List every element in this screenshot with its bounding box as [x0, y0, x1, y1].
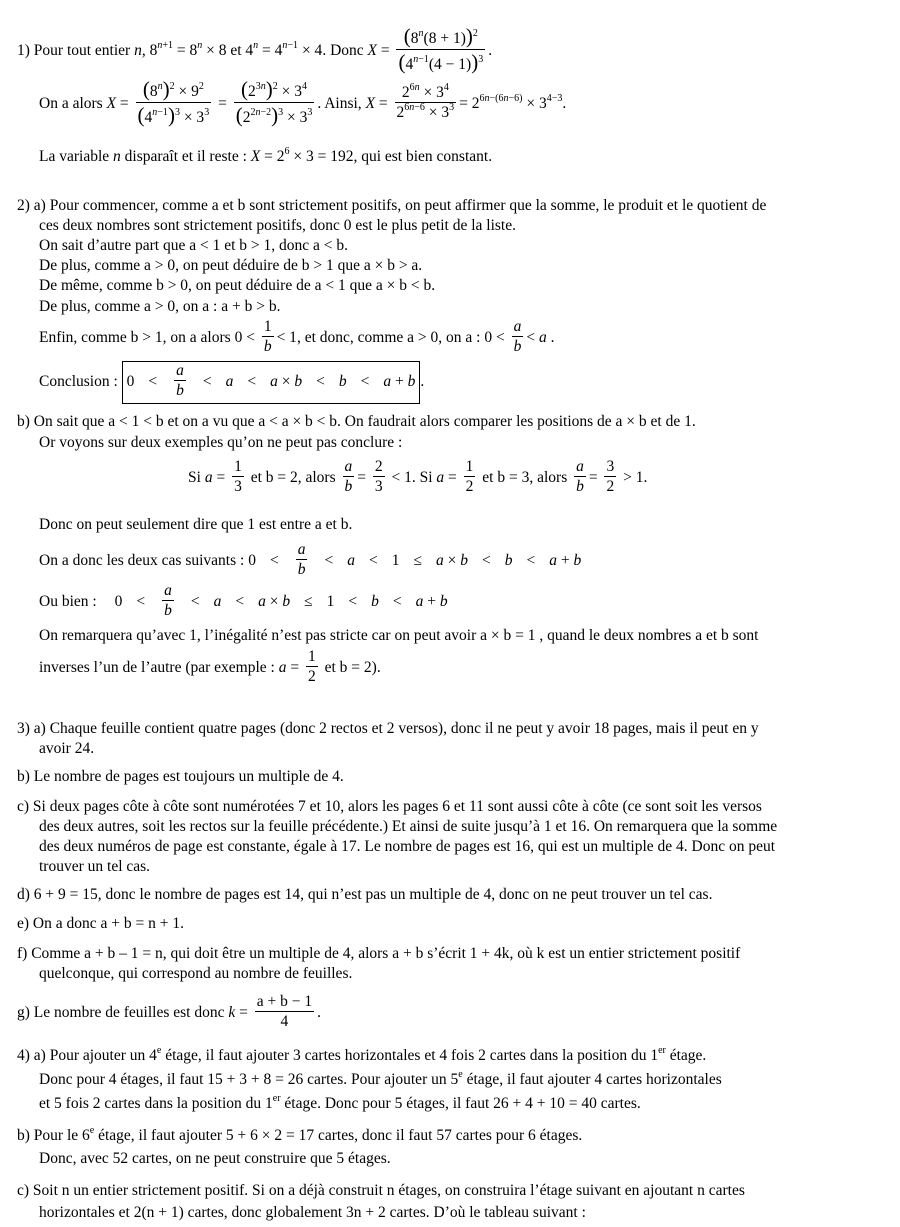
q3e-line: e) On a donc a + b = n + 1. [17, 915, 184, 932]
q2a-line-6: De plus, comme a > 0, on a : a + b > b. [39, 298, 281, 315]
q1-X-fraction: $\frac{(8^n(8 + 1))^2}{(4^{n-1}(4 - 1))^3}$ [398, 24, 484, 75]
q2b-case-2: Ou bien : 0 < $\frac{a}{b}$ < a < a × b ≤ 1 < b < a + b [39, 582, 448, 620]
q2a-line-5: De même, comme b > 0, on peut déduire de a < 1 que a × b < b. [39, 277, 436, 294]
q3c-line-2: des deux autres, soit les rectos sur la feuille précédente.) Et ainsi de suite jusqu’à 1 et 16. On remarquera que la somme [39, 818, 778, 835]
q1-line-1: 1) Pour tout entier n, $8^{n+1} = 8^n \times 8$ et $4^n = 4^{n-1} \times 4$. Donc X = $\frac{(8^n(8 + 1))^2}{(4^{n-1}(4 - 1))^3}$ . [17, 24, 493, 75]
q3f-line-2: quelconque, qui correspond au nombre de feuilles. [39, 965, 353, 982]
q2b-examples: Si a = $\frac{1}{3}$ et b = 2, alors $\frac{a}{b}$ = $\frac{2}{3}$ < 1. Si a = $\frac{1}{2}$ et b = 3, alors $\frac{a}{b}$ = $\frac{3}{2}$ > 1. [188, 458, 648, 496]
conclusion-box: 0 < $\frac{a}{b}$ < a < a × b < b < a + b [122, 361, 421, 404]
q3c-line-4: trouver un tel cas. [39, 858, 151, 875]
q4c-line-1: c) Soit n un entier strictement positif. Si on a déjà construit n étages, on construira l’étage suivant en ajoutant n cartes [17, 1182, 745, 1199]
q2a-line-7: Enfin, comme b > 1, on a alors 0 < $\frac{1}{b}$ < 1, et donc, comme a > 0, on a : 0 < $\frac{a}{b}$ < a . [39, 318, 555, 356]
q4b-line-2: Donc, avec 52 cartes, on ne peut construire que 5 étages. [39, 1150, 391, 1167]
q3c-line-3: des deux numéros de page est constante, égale à 17. Le nombre de pages est 16, qui est un multiple de 4. Donc on peut [39, 838, 776, 855]
q1-frac-c: $\frac{2^{6n} \times 3^4}{2^{6n-6} \times 3^3}$ [396, 82, 455, 122]
q1-frac-a: $\frac{(8^n)^2 \times 9^2}{(4^{n-1})^3 \times 3^3}$ [137, 77, 210, 128]
q4a-line-1: 4) a) Pour ajouter un 4e étage, il faut ajouter 3 cartes horizontales et 4 fois 2 cartes dans la position du 1er étage. [17, 1045, 707, 1064]
q2a-line-4: De plus, comme a > 0, on peut déduire de b > 1 que a × b > a. [39, 257, 423, 274]
q2b-line-1: b) On sait que a < 1 < b et on a vu que a < a × b < b. On faudrait alors comparer les positions de a × b et de 1. [17, 413, 696, 430]
frac-a-over-b: $\frac{a}{b}$ [513, 318, 522, 356]
q3g-line: g) Le nombre de feuilles est donc k = $\frac{a + b - 1}{4}$ . [17, 993, 321, 1031]
q1-line-2: On a alors X = $\frac{(8^n)^2 \times 9^2}{(4^{n-1})^3 \times 3^3}$ = $\frac{(2^{3n})^2 \times 3^4}{(2^{2n-2})^3 \times 3^3}$ . Ainsi, X = $\frac{2^{6n} \times 3^4}{2^{6n-6} \times 3^3}$ = $2^{6n-(6n-6)} \times 3^{4-3}$. [39, 77, 567, 128]
q4a-line-3: et 5 fois 2 cartes dans la position du 1er étage. Donc pour 5 étages, il faut 26 + 4 + 10 = 40 cartes. [39, 1093, 641, 1112]
q2a-line-3: On sait d’autre part que a < 1 et b > 1, donc a < b. [39, 237, 349, 254]
q2b-line-4: On remarquera qu’avec 1, l’inégalité n’est pas stricte car on peut avoir a × b = 1 , quand le deux nombres a et b sont [39, 627, 759, 644]
q3a-line-2: avoir 24. [39, 740, 95, 757]
q3b-line: b) Le nombre de pages est toujours un multiple de 4. [17, 768, 344, 785]
q3d-line: d) 6 + 9 = 15, donc le nombre de pages est 14, qui n’est pas un multiple de 4, donc on ne peut trouver un tel cas. [17, 886, 713, 903]
q3a-line-1: 3) a) Chaque feuille contient quatre pages (donc 2 rectos et 2 versos), donc il ne peut y avoir 18 pages, mais il peut en y [17, 720, 759, 737]
frac-1-over-b: $\frac{1}{b}$ [263, 318, 272, 356]
q2b-line-2: Or voyons sur deux exemples qu’on ne peut pas conclure : [39, 434, 403, 451]
q3f-line-1: f) Comme a + b – 1 = n, qui doit être un multiple de 4, alors a + b s’écrit 1 + 4k, où k est un entier strictement positif [17, 945, 741, 962]
q1-frac-b: $\frac{(2^{3n})^2 \times 3^4}{(2^{2n-2})^3 \times 3^3}$ [235, 77, 313, 128]
q4b-line-1: b) Pour le 6e étage, il faut ajouter 5 + 6 × 2 = 17 cartes, donc il faut 57 cartes pour 6 étages. [17, 1125, 583, 1144]
q2b-line-5: inverses l’un de l’autre (par exemple : a = $\frac{1}{2}$ et b = 2). [39, 648, 381, 686]
q2a-line-2: ces deux nombres sont strictement positifs, donc 0 est le plus petit de la liste. [39, 217, 516, 234]
q3g-fraction: $\frac{a + b - 1}{4}$ [256, 993, 313, 1031]
q3c-line-1: c) Si deux pages côte à côte sont numérotées 7 et 10, alors les pages 6 et 11 sont aussi côte à côte (ce sont soit les versos [17, 798, 762, 815]
q4c-line-2: horizontales et 2(n + 1) cartes, donc globalement 3n + 2 cartes. D’où le tableau suivant : [39, 1204, 586, 1221]
q1-line-3: La variable n disparaît et il reste : $X = 2^6 \times 3 = 192$, qui est bien constant. [39, 146, 493, 165]
q2b-case-1: On a donc les deux cas suivants : 0 < $\frac{a}{b}$ < a < 1 ≤ a × b < b < a + b [39, 541, 582, 579]
q2b-line-3: Donc on peut seulement dire que 1 est entre a et b. [39, 516, 353, 533]
q4a-line-2: Donc pour 4 étages, il faut 15 + 3 + 8 = 26 cartes. Pour ajouter un 5e étage, il faut ajouter 4 cartes horizontales [39, 1069, 722, 1088]
q2a-line-1: 2) a) Pour commencer, comme a et b sont strictement positifs, on peut affirmer que la somme, le produit et le quotient de [17, 197, 767, 214]
q2a-conclusion: Conclusion : 0 < $\frac{a}{b}$ < a < a × b < b < a + b . [39, 361, 424, 404]
